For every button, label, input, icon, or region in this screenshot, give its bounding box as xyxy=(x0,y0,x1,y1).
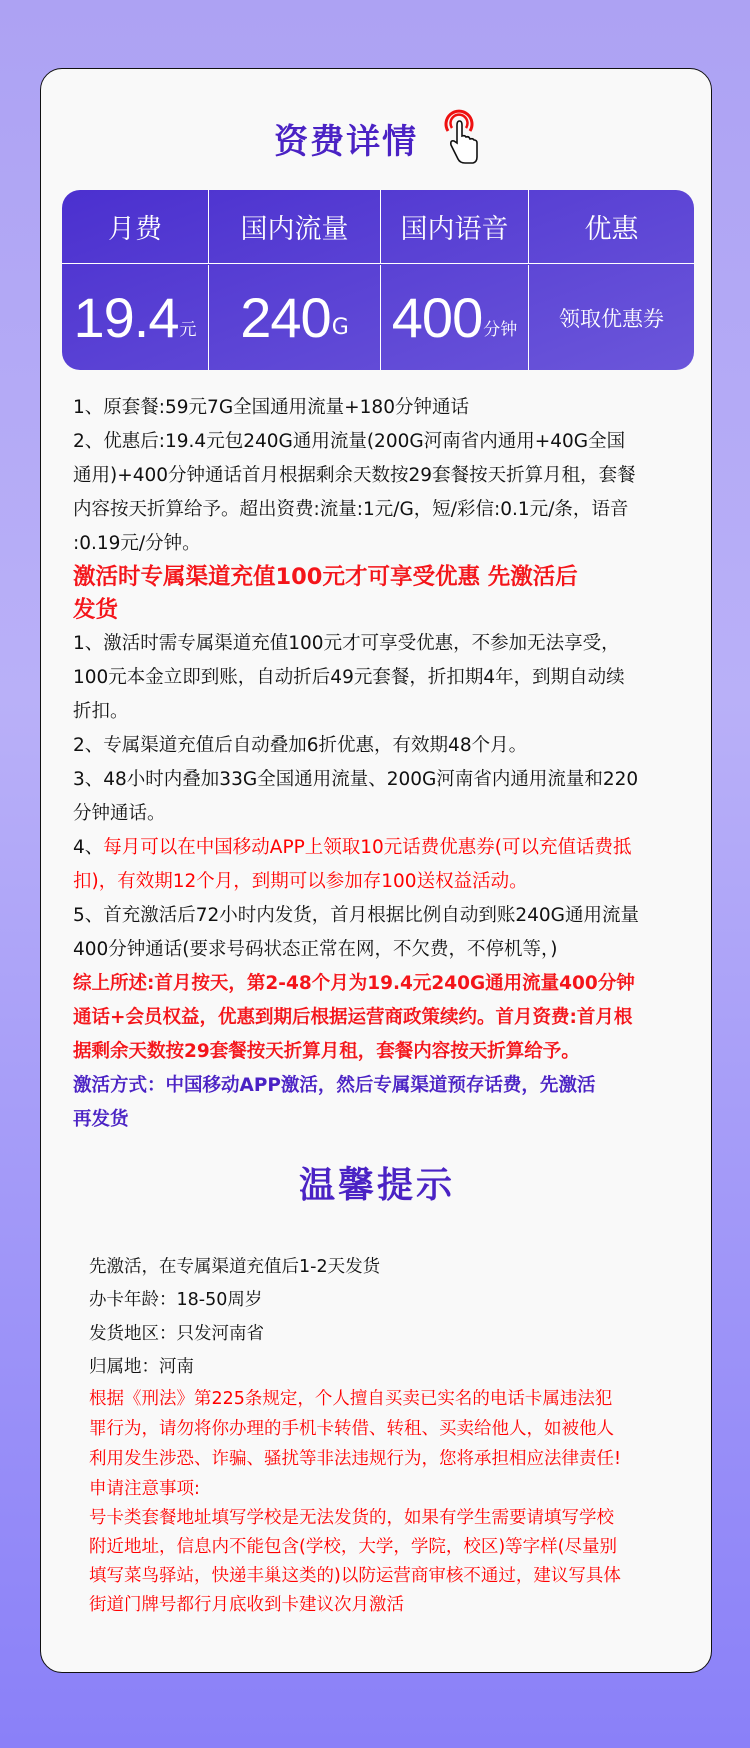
text-line: 再发货 xyxy=(73,1109,129,1130)
notice-title: 申请注意事项: xyxy=(89,1479,200,1500)
header-monthly-fee: 月费 xyxy=(62,190,209,263)
monthly-fee-value: 19.4 xyxy=(73,286,179,349)
text-line: 400分钟通话(要求号码状态正常在网，不欠费，不停机等，) xyxy=(73,939,558,960)
voice-cell xyxy=(381,265,529,370)
voice-value: 400 xyxy=(391,286,483,349)
tips-list xyxy=(89,1251,689,1384)
table-value-row xyxy=(62,265,694,370)
summary xyxy=(73,967,693,1069)
text-line: 综上所述:首月按天，第2-48个月为19.4元240G通用流量400分钟 xyxy=(73,973,635,994)
tip-line: 发货地区：只发河南省 xyxy=(89,1323,264,1344)
text-line: 附近地址，信息内不能包含(学校，大学，学院，校区)等字样(尽量别 xyxy=(89,1537,617,1558)
original-plan xyxy=(73,391,693,425)
text-line: 2、优惠后:19.4元包240G通用流量(200G河南省内通用+40G全国 xyxy=(73,431,626,452)
activation-warning-heading xyxy=(73,561,693,627)
application-notice xyxy=(89,1504,689,1620)
text-line: 5、首充激活后72小时内发货，首月根据比例自动到账240G通用流量 xyxy=(73,905,639,926)
data-value: 240 xyxy=(240,286,331,349)
monthly-fee-cell xyxy=(62,265,209,370)
text-line: 激活时专属渠道充值100元才可享受优惠 先激活后 xyxy=(73,564,578,590)
plan-details-text xyxy=(73,391,693,1137)
text-line: 罪行为，请勿将你办理的手机卡转借、转租、买卖给他人，如被他人 xyxy=(89,1419,614,1440)
plan-card xyxy=(40,68,712,1673)
header-discount: 优惠 xyxy=(584,214,639,245)
coupon-cell[interactable] xyxy=(529,265,694,370)
text-line: 3、48小时内叠加33G全国通用流量、200G河南省内通用流量和220 xyxy=(73,769,639,790)
text-line: 填写菜鸟驿站，快递丰巢这类的)以防运营商审核不通过，建议写具体 xyxy=(89,1566,621,1587)
text-line: 100元本金立即到账，自动折后49元套餐，折扣期4年，到期自动续 xyxy=(73,667,625,688)
monthly-fee-unit: 元 xyxy=(179,320,197,340)
text-line: 折扣。 xyxy=(73,701,129,722)
text-line: 号卡类套餐地址填写学校是无法发货的，如果有学生需要请填写学校 xyxy=(89,1508,614,1529)
item-number: 4、 xyxy=(73,837,104,858)
text-line: 1、激活时需专属渠道充值100元才可享受优惠，不参加无法享受， xyxy=(73,633,620,654)
item-5 xyxy=(73,899,693,967)
text-line: 通用)+400分钟通话首月根据剩余天数按29套餐按天折算月租，套餐 xyxy=(73,465,636,486)
section-title-tips: 温馨提示 xyxy=(298,1165,455,1206)
legal-warning xyxy=(89,1384,689,1504)
text-line: 据剩余天数按29套餐按天折算月租，套餐内容按天折算给予。 xyxy=(73,1041,580,1062)
discount-plan xyxy=(73,425,693,561)
text-line: 内容按天折算给予。超出资费:流量:1元/G，短/彩信:0.1元/条，语音 xyxy=(73,499,629,520)
claim-coupon-link[interactable]: 领取优惠券 xyxy=(559,306,664,331)
item-1 xyxy=(73,627,693,729)
item-3 xyxy=(73,763,693,831)
text-line: 每月可以在中国移动APP上领取10元话费优惠券(可以充值话费抵 xyxy=(103,837,632,858)
text-line: 2、专属渠道充值后自动叠加6折优惠，有效期48个月。 xyxy=(73,735,528,756)
header-domestic-data: 国内流量 xyxy=(209,190,381,263)
item-4 xyxy=(73,831,693,899)
plan-summary-table xyxy=(62,190,694,370)
pointing-hand-icon xyxy=(440,109,480,167)
text-line: 扣)，有效期12个月，到期可以参加存100送权益活动。 xyxy=(73,871,528,892)
text-line: 激活方式：中国移动APP激活，然后专属渠道预存话费，先激活 xyxy=(73,1075,596,1096)
text-line: 发货 xyxy=(73,597,119,623)
plan-details-title: 资费详情 xyxy=(274,121,419,162)
item-2 xyxy=(73,729,693,763)
tip-line: 办卡年龄：18-50周岁 xyxy=(89,1290,263,1311)
tip-line: 归属地：河南 xyxy=(89,1356,194,1377)
data-cell xyxy=(209,265,381,370)
text-line: 根据《刑法》第225条规定，个人擅自买卖已实名的电话卡属违法犯 xyxy=(89,1389,613,1410)
table-header-row xyxy=(62,190,694,264)
activation-method xyxy=(73,1069,693,1137)
voice-unit: 分钟 xyxy=(483,320,518,340)
section-title-plan-details xyxy=(41,109,713,167)
text-line: 通话+会员权益，优惠到期后根据运营商政策续约。首月资费:首月根 xyxy=(73,1007,633,1028)
header-domestic-voice: 国内语音 xyxy=(381,190,529,263)
tip-line: 先激活，在专属渠道充值后1-2天发货 xyxy=(89,1257,381,1277)
text-line: :0.19元/分钟。 xyxy=(73,533,201,554)
data-unit: G xyxy=(331,315,349,340)
text-line: 1、原套餐:59元7G全国通用流量+180分钟通话 xyxy=(73,397,469,418)
text-line: 街道门牌号都行月底收到卡建议次月激活 xyxy=(89,1595,404,1616)
text-line: 分钟通话。 xyxy=(73,803,166,824)
tips-text xyxy=(89,1251,689,1620)
text-line: 利用发生涉恐、诈骗、骚扰等非法违规行为，您将承担相应法律责任! xyxy=(89,1449,622,1470)
